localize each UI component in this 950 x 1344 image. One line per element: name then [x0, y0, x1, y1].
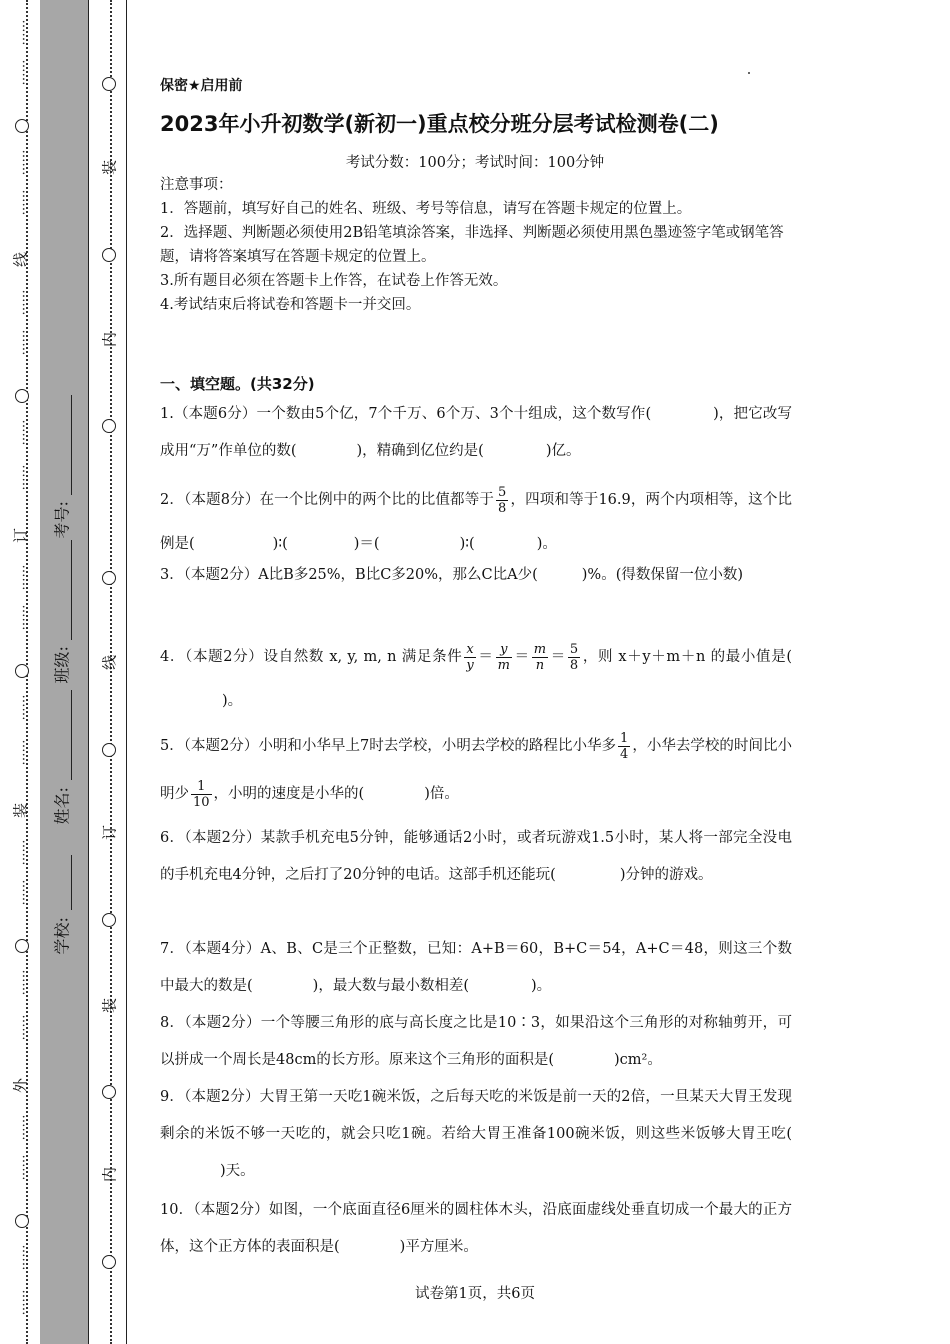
inner-mark-line: 线: [100, 655, 119, 671]
inner-mark-bind: 装: [100, 160, 119, 176]
section-heading: 一、填空题。(共32分): [160, 375, 315, 393]
fraction: $\frac{x}{y}$: [466, 641, 474, 673]
margin-dots: ……: [13, 564, 29, 591]
margin-dots: ……: [13, 1289, 29, 1316]
question-9: 9．（本题2分）大胃王第一天吃1碗米饭，之后每天吃的米饭是前一天的2倍，一旦某天大胃王发现剩余的米饭不够一天吃的，就会只吃1碗。若给大胃王准备100碗米饭，则这些米饭够大胃王吃()天。: [160, 1089, 792, 1179]
outer-mark-bind: 装: [11, 803, 30, 819]
field-examno-label: 考号:: [52, 501, 72, 539]
question-7: 7．（本题4分）A、B、C是三个正整数，已知：A+B＝60，B+C＝54，A+C＝48，则这三个数中最大的数是( )，最大数与最小数相差( )。: [160, 941, 792, 994]
margin-circle: [102, 1255, 116, 1269]
notice-block: [160, 173, 800, 317]
notice-item: 1．答题前，填写好自己的姓名、班级、考号等信息，请写在答题卡规定的位置上。: [160, 201, 692, 217]
margin-dots: ……: [13, 329, 29, 356]
margin-circle: [102, 77, 116, 91]
outer-mark-line: 线: [11, 252, 30, 268]
margin-dots: ……: [13, 289, 29, 316]
fraction: $\frac{m}{n}$: [533, 641, 547, 673]
inner-mark-bind: 装: [100, 998, 119, 1014]
stray-dot: [748, 72, 750, 74]
inner-mark-inside: 内: [100, 332, 119, 348]
margin-circle: [102, 913, 116, 927]
notice-item: 2．选择题、判断题必须使用2B铅笔填涂答案，非选择、判断题必须使用黑色墨迹签字笔或钢笔答题，请将答案填写在答题卡规定的位置上。: [160, 225, 784, 265]
margin-dots: ……: [13, 969, 29, 996]
inner-mark-order: 订: [100, 825, 119, 841]
margin-circle: [102, 743, 116, 757]
margin-dots: ……: [13, 739, 29, 766]
field-name-line[interactable]: [71, 690, 72, 780]
exam-subtitle: 考试分数：100分；考试时间：100分钟: [345, 155, 605, 171]
field-school-label: 学校:: [52, 917, 72, 955]
field-name-label: 姓名:: [52, 787, 72, 825]
notice-item: 4.考试结束后将试卷和答题卡一并交回。: [160, 297, 421, 313]
question-2: 2．（本题8分）在一个比例中的两个比的比值都等于 $\frac{5}{8}$ ，四项和等于16.9，两个内项相等，这个比例是( )∶( )＝( )∶( )。: [160, 484, 792, 552]
question-8: 8．（本题2分）一个等腰三角形的底与高长度之比是10∶3，如果沿这个三角形的对称轴剪开，可以拼成一个周长是48cm的长方形。原来这个三角形的面积是( )cm²。: [160, 1015, 792, 1068]
page-footer: 试卷第1页，共6页: [415, 1286, 535, 1302]
gutter-edge-right: [88, 0, 89, 1344]
margin-dots: ……: [13, 149, 29, 176]
notice-heading: 注意事项：: [160, 177, 233, 193]
margin-circle: [15, 664, 29, 678]
margin-dots: ……: [13, 59, 29, 86]
question-5: 5．（本题2分）小明和小华早上7时去学校，小明去学校的路程比小华多 $\frac{1}{4}$ ，小华去学校的时间比小明少 $\frac{1}{10}$ ，小明的速度是小华的( )倍。: [160, 730, 792, 810]
secret-label: 保密★启用前: [160, 78, 243, 94]
margin-dots: ……: [13, 839, 29, 866]
margin-dots: ……: [13, 1114, 29, 1141]
margin-dots: ……: [13, 19, 29, 46]
margin-circle: [15, 119, 29, 133]
field-school-line[interactable]: [71, 855, 72, 910]
question-4: 4．（本题2分）设自然数 x, y, m, n 满足条件 $\frac{x}{y}$ ＝ $\frac{y}{m}$ ＝ $\frac{m}{n}$ ＝ $\frac{5}{8}$ ，则 x＋y＋m＋n 的最小值是()。: [160, 641, 793, 709]
margin-circle: [102, 248, 116, 262]
fraction: $\frac{5}{8}$: [569, 641, 579, 673]
exam-title: 2023年小升初数学(新初一)重点校分班分层考试检测卷(二): [160, 112, 719, 136]
margin-dots: ……: [13, 189, 29, 216]
inner-mark-inside: 内: [100, 1167, 119, 1183]
margin-dots: ……: [13, 694, 29, 721]
inner-dotted-line: [110, 0, 112, 1344]
margin-dots: ……: [13, 464, 29, 491]
question-6: 6．（本题2分）某款手机充电5分钟，能够通话2小时，或者玩游戏1.5小时，某人将一部完全没电的手机充电4分钟，之后打了20分钟的电话。这部手机还能玩( )分钟的游戏。: [160, 830, 792, 883]
margin-dots: ……: [13, 419, 29, 446]
margin-dots: ……: [13, 1014, 29, 1041]
notice-item: 3.所有题目必须在答题卡上作答，在试卷上作答无效。: [160, 273, 508, 289]
margin-dots: ……: [13, 1154, 29, 1181]
fraction: $\frac{5}{8}$: [498, 484, 507, 516]
outer-mark-order: 订: [11, 528, 30, 544]
field-class-label: 班级:: [52, 646, 72, 684]
margin-circle: [15, 389, 29, 403]
fraction: $\frac{1}{4}$: [620, 730, 629, 762]
fraction: $\frac{1}{10}$: [193, 778, 210, 810]
field-examno-line[interactable]: [71, 395, 72, 495]
inner-solid-line: [126, 0, 127, 1344]
margin-circle: [102, 1085, 116, 1099]
question-10: 10．（本题2分）如图，一个底面直径6厘米的圆柱体木头，沿底面虚线处垂直切成一个最大的正方体，这个正方体的表面积是( )平方厘米。: [160, 1202, 792, 1255]
field-class-line[interactable]: [71, 540, 72, 640]
outer-mark-outside: 外: [11, 1078, 30, 1094]
margin-dots: ……: [13, 879, 29, 906]
margin-circle: [102, 419, 116, 433]
fraction: $\frac{y}{m}$: [497, 641, 510, 673]
question-3: 3．（本题2分）A比B多25%，B比C多20%，那么C比A少( )%。(得数保留一位小数): [160, 567, 744, 583]
margin-dots: ……: [13, 604, 29, 631]
margin-dots: ……: [13, 1244, 29, 1271]
margin-circle: [102, 571, 116, 585]
margin-circle: [15, 1214, 29, 1228]
question-1: 1.（本题6分）一个数由5个亿，7个千万、6个万、3个十组成，这个数写作( )，把它改写成用“万”作单位的数( )，精确到亿位约是( )亿。: [160, 406, 792, 459]
margin-circle: [15, 939, 29, 953]
